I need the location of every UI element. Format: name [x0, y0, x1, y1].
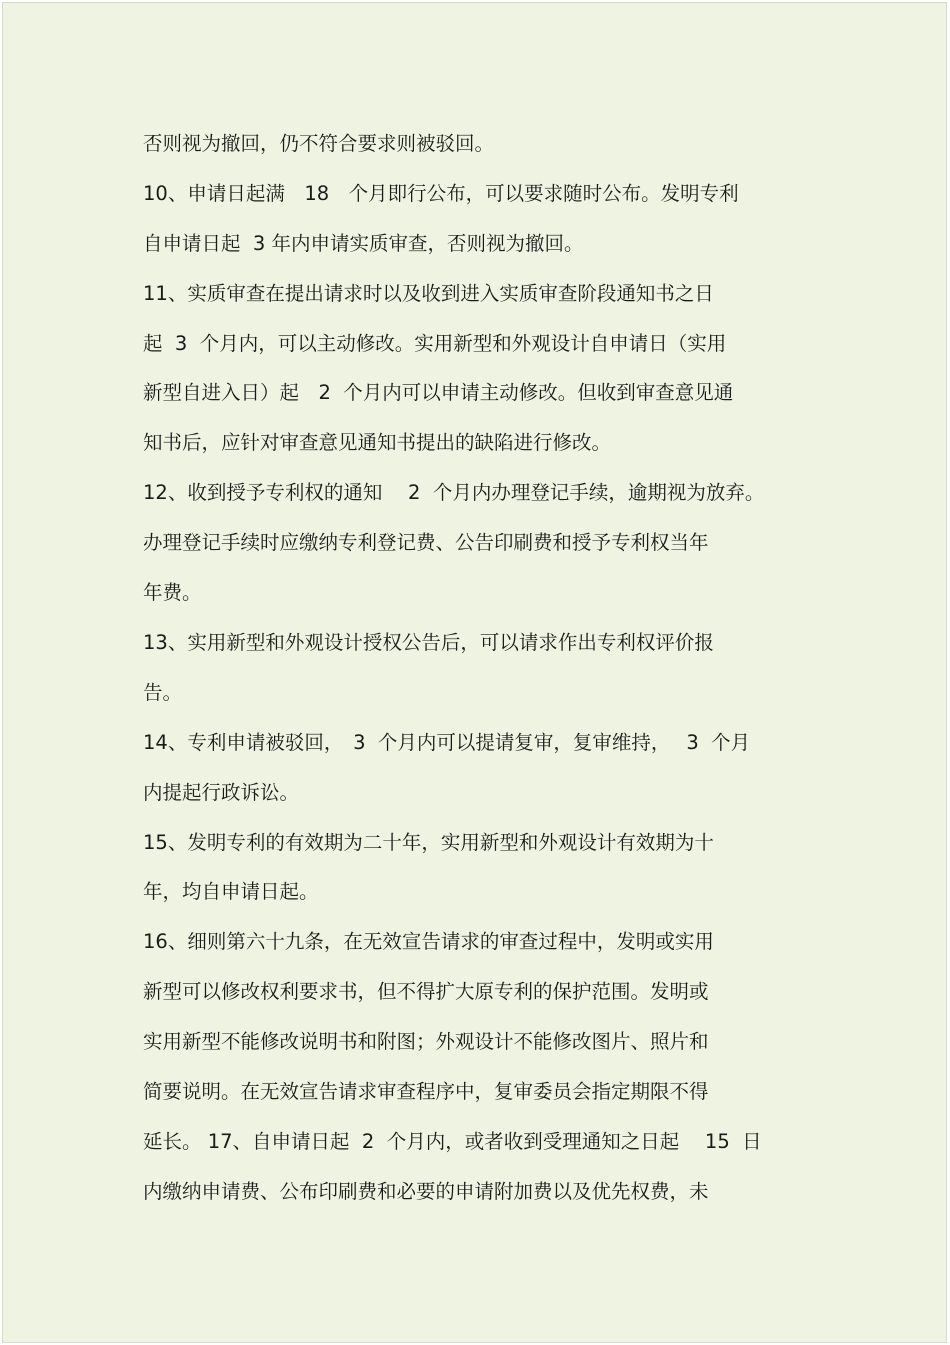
text-line: 否则视为撤回，仍不符合要求则被驳回。 [143, 132, 495, 155]
text-line: 自申请日起 3 年内申请实质审查，否则视为撤回。 [143, 232, 584, 255]
text-line: 13、实用新型和外观设计授权公告后，可以请求作出专利权评价报 [143, 631, 714, 654]
text-line: 内提起行政诉讼。 [143, 781, 300, 804]
text-line: 实用新型不能修改说明书和附图；外观设计不能修改图片、照片和 [143, 1030, 709, 1053]
text-line: 年，均自申请日起。 [143, 880, 319, 903]
text-line: 15、发明专利的有效期为二十年，实用新型和外观设计有效期为十 [143, 831, 714, 854]
text-line: 10、申请日起满 18 个月即行公布，可以要求随时公布。发明专利 [143, 182, 739, 205]
text-line: 内缴纳申请费、公布印刷费和必要的申请附加费以及优先权费，未 [143, 1180, 709, 1203]
text-line: 起 3 个月内，可以主动修改。实用新型和外观设计自申请日（实用 [143, 332, 727, 355]
text-line: 延长。 17、自申请日起 2 个月内，或者收到受理通知之日起 15 日 [143, 1130, 762, 1153]
text-line: 年费。 [143, 581, 202, 604]
text-line: 16、细则第六十九条，在无效宣告请求的审查过程中，发明或实用 [143, 930, 714, 953]
text-line: 告。 [143, 681, 183, 704]
text-line: 11、实质审查在提出请求时以及收到进入实质审查阶段通知书之日 [143, 282, 714, 305]
text-line: 新型自进入日）起 2 个月内可以申请主动修改。但收到审查意见通 [143, 381, 734, 404]
text-line: 知书后，应针对审查意见通知书提出的缺陷进行修改。 [143, 431, 612, 454]
text-line: 12、收到授予专利权的通知 2 个月内办理登记手续，逾期视为放弃。 [143, 481, 765, 504]
text-line: 新型可以修改权利要求书，但不得扩大原专利的保护范围。发明或 [143, 980, 709, 1003]
text-line: 办理登记手续时应缴纳专利登记费、公告印刷费和授予专利权当年 [143, 531, 709, 554]
text-line: 简要说明。在无效宣告请求审查程序中，复审委员会指定期限不得 [143, 1080, 709, 1103]
text-line: 14、专利申请被驳回， 3 个月内可以提请复审，复审维持， 3 个月 [143, 731, 751, 754]
